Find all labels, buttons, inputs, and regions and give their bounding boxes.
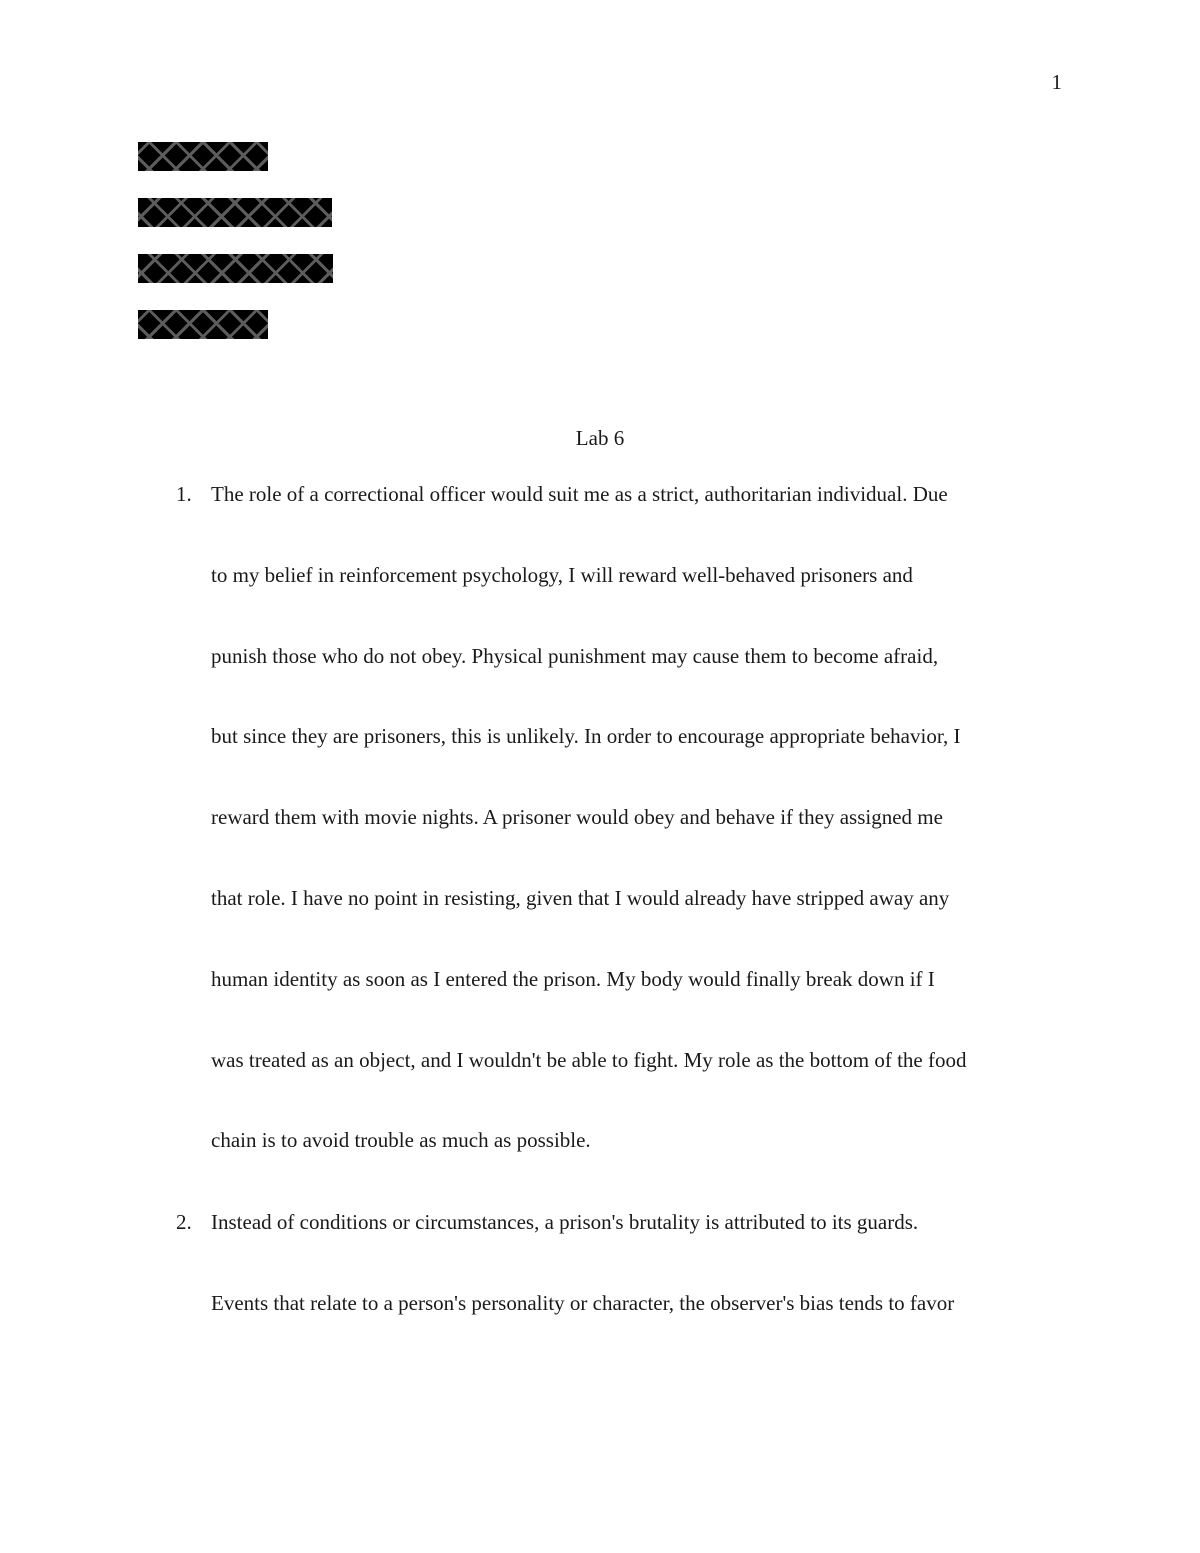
redacted-name-bar xyxy=(138,142,268,171)
text-line: to my belief in reinforcement psychology, I will reward well-behaved prisoners and xyxy=(211,562,913,587)
redacted-course-bar xyxy=(138,254,333,283)
document-title: Lab 6 xyxy=(575,426,625,450)
text-line: chain is to avoid trouble as much as possible. xyxy=(211,1128,591,1153)
text-line: The role of a correctional officer would suit me as a strict, authoritarian individual. Due xyxy=(211,482,948,506)
text-line: punish those who do not obey. Physical punishment may cause them to become afraid, xyxy=(211,643,939,668)
page-number: 1 xyxy=(1051,70,1062,94)
paragraph-text xyxy=(211,480,1081,1207)
list-number: 2. xyxy=(176,1210,192,1234)
list-number: 1. xyxy=(176,482,192,506)
text-line: was treated as an object, and I wouldn't be able to fight. My role as the bottom of the food xyxy=(211,1047,967,1072)
redacted-instructor-bar xyxy=(138,198,332,227)
text-line: Events that relate to a person's personality or character, the observer's bias tends to favor xyxy=(211,1290,955,1315)
text-line: but since they are prisoners, this is unlikely. In order to encourage appropriate behavior, I xyxy=(211,724,961,749)
text-line: reward them with movie nights. A prisoner would obey and behave if they assigned me xyxy=(211,805,943,830)
redacted-date-bar xyxy=(138,310,268,339)
paragraph-text xyxy=(211,1208,1081,1370)
text-line: that role. I have no point in resisting, given that I would already have stripped away any xyxy=(211,885,950,910)
text-line: human identity as soon as I entered the prison. My body would finally break down if I xyxy=(211,966,935,991)
text-line: Instead of conditions or circumstances, a prison's brutality is attributed to its guards. xyxy=(211,1210,919,1234)
